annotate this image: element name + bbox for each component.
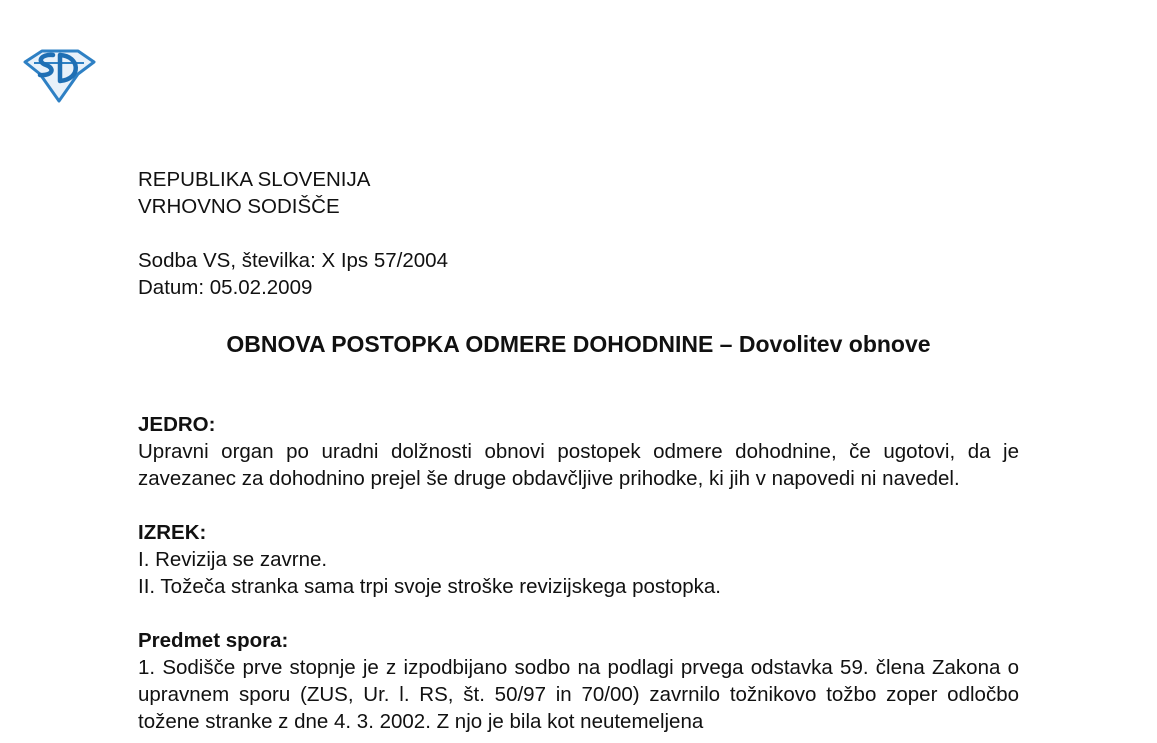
predmet-text: 1. Sodišče prve stopnje je z izpodbijano sodbo na podlagi prvega odstavka 59. člena Zakona o upravnem sporu (ZUS, Ur. l. RS, št. 50/97 in 70/00) zavrnilo tožnikovo tožbo zoper odločbo tožene stranke z dne 4. 3. 2002. Z njo je bila kot neutemeljena	[138, 656, 1019, 733]
document-title: OBNOVA POSTOPKA ODMERE DOHODNINE – Dovolitev obnove	[226, 331, 931, 357]
jedro-heading: JEDRO:	[138, 413, 216, 436]
predmet-heading: Predmet spora:	[138, 629, 289, 652]
header-republic: REPUBLIKA SLOVENIJA	[138, 168, 371, 191]
izrek-heading: IZREK:	[138, 521, 207, 544]
document-body	[138, 166, 1019, 735]
court-shield-logo-icon	[22, 48, 96, 104]
jedro-text: Upravni organ po uradni dolžnosti obnovi postopek odmere dohodnine, če ugotovi, da je zavezanec za dohodnino prejel še druge obdavčljive prihodke, ki jih v napovedi ni navedel.	[138, 440, 1019, 490]
case-number: Sodba VS, številka: X Ips 57/2004	[138, 249, 448, 272]
header-court: VRHOVNO SODIŠČE	[138, 195, 340, 218]
izrek-point-2: II. Tožeča stranka sama trpi svoje stroške revizijskega postopka.	[138, 575, 721, 598]
izrek-point-1: I. Revizija se zavrne.	[138, 548, 328, 571]
judgment-date: Datum: 05.02.2009	[138, 276, 313, 299]
